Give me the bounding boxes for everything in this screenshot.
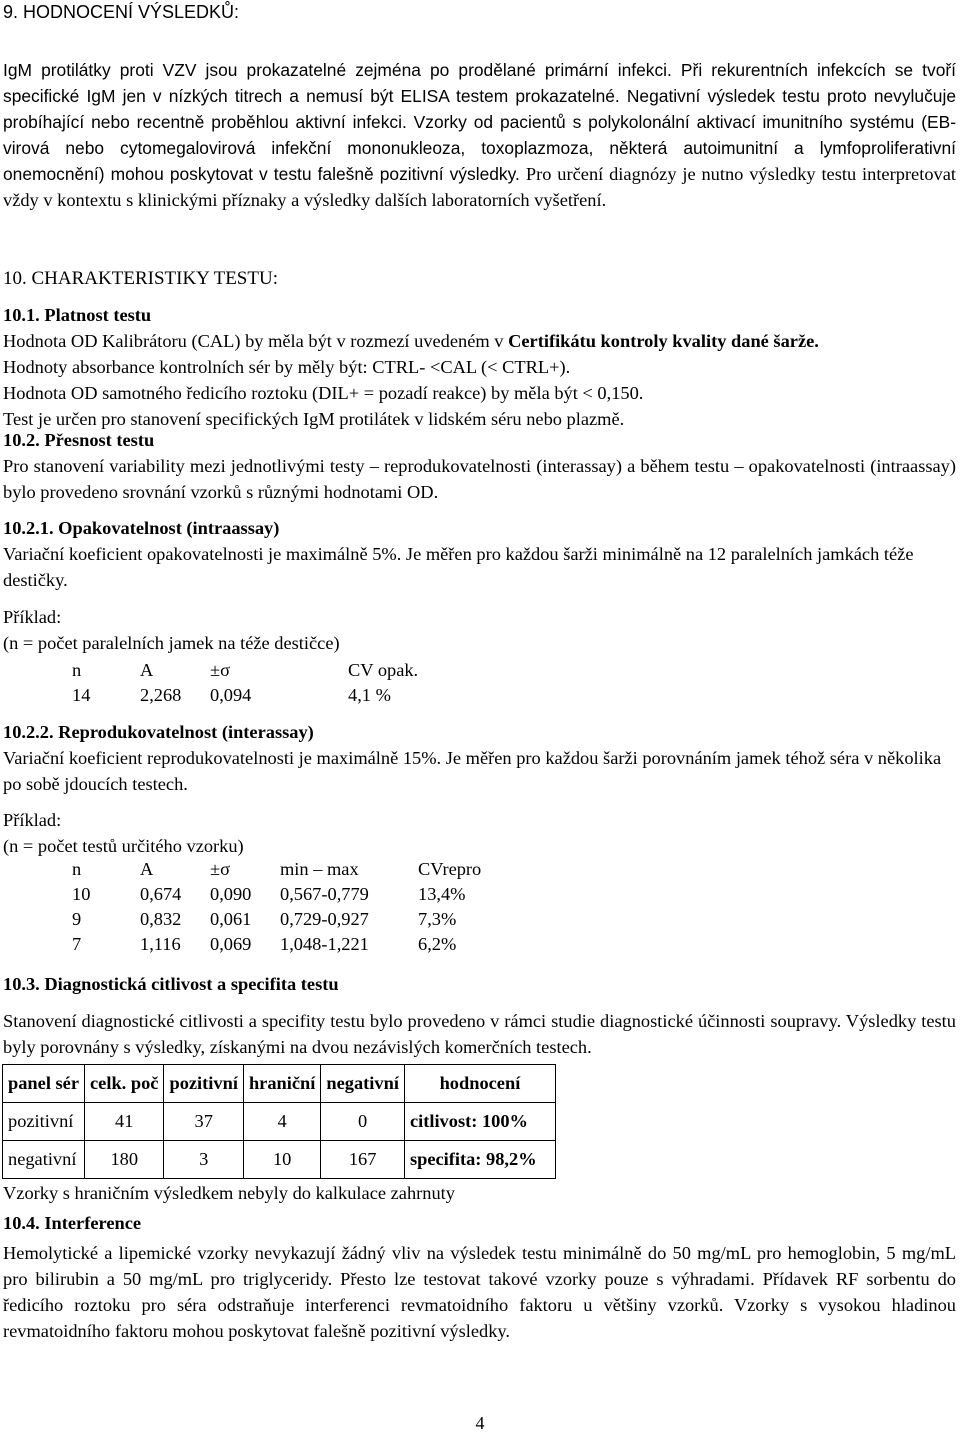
section-10-2-text: Pro stanovení variability mezi jednotlivými testy – reprodukovatelnosti (interassay) a během testu – opakovatelnosti (intraassay) bylo provedeno srovnání vzorků s různými hodnotami OD. (3, 456, 956, 502)
example-1-note: (n = počet paralelních jamek na téže destičce) (3, 633, 340, 653)
section-10-heading: 10. CHARAKTERISTIKY TESTU: (3, 268, 278, 289)
table-cell: 9 (72, 909, 82, 929)
table-cell: negativní (3, 1141, 85, 1179)
table-header-row (3, 1065, 556, 1103)
table-cell: 7,3% (418, 909, 457, 929)
table-cell: 10 (243, 1141, 320, 1179)
test-purpose-line: Test je určen pro stanovení specifických IgM protilátek v lidském séru nebo plazmě. (3, 409, 625, 429)
table-cell: 4,1 % (348, 685, 391, 705)
section-9-paragraph (3, 57, 956, 213)
table-cell: 4 (243, 1103, 320, 1141)
table-cell: 14 (72, 685, 91, 705)
header-cell: A (140, 859, 154, 879)
section-10-2 (3, 427, 956, 505)
table-row (72, 932, 481, 957)
interassay-header-row (72, 857, 481, 882)
section-10-1 (3, 302, 956, 432)
intraassay-header-row (72, 658, 418, 683)
table-cell: 0 (321, 1103, 405, 1141)
table-cell: 7 (72, 934, 82, 954)
section-10-4-text: Hemolytické a lipemické vzorky nevykazují žádný vliv na výsledek testu minimálně do 50 mg/mL pro hemoglobin, 5 mg/mL pro bilirubin a 50 mg/mL pro triglyceridy. Přesto lze testovat takové vzorky pouze s výhradami. Přídavek RF sorbentu do ředicího roztoku pro séra odstraňuje interferenci revmatoidního faktoru u většiny vzorků. Vzorky s vysokou hladinou revmatoidního faktoru mohou poskytovat falešně pozitivní výsledky. (3, 1243, 956, 1341)
header-cell: celk. poč (85, 1065, 164, 1103)
section-10-2-1 (3, 515, 956, 593)
table-cell: 167 (321, 1141, 405, 1179)
header-cell: ±σ (210, 859, 231, 879)
control-absorbance-line: Hodnoty absorbance kontrolních sér by měly být: CTRL- <CAL (< CTRL+). (3, 357, 571, 377)
section-10-2-1-text: Variační koeficient opakovatelnosti je maximálně 5%. Je měřen pro každou šarži minimálně na 12 paralelních jamkách téže destičky. (3, 544, 914, 590)
sensitivity-specificity-table (2, 1064, 556, 1179)
section-10-2-2 (3, 719, 956, 797)
table-cell: 37 (164, 1103, 243, 1141)
header-cell: hodnocení (404, 1065, 555, 1103)
header-cell: hraniční (243, 1065, 320, 1103)
table-cell: 0,729-0,927 (280, 909, 369, 929)
table-cell: 0,674 (140, 884, 182, 904)
table-note: Vzorky s hraničním výsledkem nebyly do kalkulace zahrnuty (3, 1183, 455, 1203)
table-cell: pozitivní (3, 1103, 85, 1141)
section-10-2-2-heading: 10.2.2. Reprodukovatelnost (interassay) (3, 722, 314, 742)
page-number: 4 (475, 1413, 485, 1433)
table-cell: 2,268 (140, 685, 182, 705)
table-cell: 0,832 (140, 909, 182, 929)
table-cell: 1,116 (140, 934, 181, 954)
example-1-label: Příklad: (3, 607, 62, 627)
table-cell: 0,094 (210, 685, 252, 705)
header-cell: A (140, 660, 154, 680)
table-row (3, 1141, 556, 1179)
table-cell: 3 (164, 1141, 243, 1179)
section-10-4 (3, 1210, 956, 1344)
table-row (72, 882, 481, 907)
example-2-note: (n = počet testů určitého vzorku) (3, 836, 244, 856)
header-cell: negativní (321, 1065, 405, 1103)
table-cell: 0,061 (210, 909, 252, 929)
table-cell: citlivost: 100% (404, 1103, 555, 1141)
intraassay-table (72, 658, 418, 708)
section-10-2-2-text: Variační koeficient reprodukovatelnosti je maximálně 15%. Je měřen pro každou šarži porovnáním jamek téhož séra v několika po sobě jdoucích testech. (3, 748, 942, 794)
table-cell: 0,069 (210, 934, 252, 954)
header-cell: CVrepro (418, 859, 482, 879)
section-9-text-tail: Pro určení diagnózy je nutno výsledky testu interpretovat vždy v kontextu s klinickými příznaky a výsledky dalších laboratorních vyšetření. (3, 164, 956, 210)
section-10-2-heading: 10.2. Přesnost testu (3, 430, 155, 450)
section-10-2-1-heading: 10.2.1. Opakovatelnost (intraassay) (3, 518, 280, 538)
header-cell: n (72, 660, 82, 680)
section-10-3-text: Stanovení diagnostické citlivosti a specifity testu bylo provedeno v rámci studie diagnostické účinnosti soupravy. Výsledky testu byly porovnány s výsledky, získanými na dvou nezávislých komerčních testech. (3, 1011, 956, 1057)
header-cell: min – max (280, 859, 359, 879)
table-cell: 6,2% (418, 934, 457, 954)
section-10-3-heading-wrap (3, 971, 956, 997)
table-cell: 41 (85, 1103, 164, 1141)
section-10-1-heading: 10.1. Platnost testu (3, 305, 152, 325)
table-cell: 10 (72, 884, 91, 904)
example-2-label: Příklad: (3, 810, 62, 830)
table-row (3, 1103, 556, 1141)
table-cell: 0,567-0,779 (280, 884, 369, 904)
section-9-heading: 9. HODNOCENÍ VÝSLEDKŮ: (3, 2, 240, 22)
header-cell: CV opak. (348, 660, 419, 680)
section-9-text: IgM protilátky proti VZV jsou prokazatelné zejména po prodělané primární infekci. Při rekurentních infekcích se tvoří specifické IgM jen v nízkých titrech a nemusí být ELISA testem prokazatelné. Negativní výsledek testu proto nevylučuje probíhající nebo recentně proběhlou aktivní infekci. Vzorky od pacientů s polykolonální aktivací imunitního systému (EB-virová nebo cytomegalovirová infekční mononukleoza, toxoplazmoza, některá autoimunitní a lymfoproliferativní onemocnění) mohou poskytovat v testu falešně pozitivní výsledky. (3, 60, 956, 184)
section-10-3-heading: 10.3. Diagnostická citlivost a specifita testu (3, 974, 339, 994)
diluent-od-line: Hodnota OD samotného ředicího roztoku (DIL+ = pozadí reakce) by měla být < 0,150. (3, 383, 644, 403)
table-row (72, 683, 418, 708)
table-cell: 0,090 (210, 884, 252, 904)
table-cell: 180 (85, 1141, 164, 1179)
table-cell: specifita: 98,2% (404, 1141, 555, 1179)
header-cell: ±σ (210, 660, 231, 680)
table-row (72, 907, 481, 932)
interassay-table (72, 857, 481, 957)
header-cell: panel sér (3, 1065, 85, 1103)
header-cell: n (72, 859, 82, 879)
cal-validity-line: Hodnota OD Kalibrátoru (CAL) by měla být v rozmezí uvedeném v Certifikátu kontroly kvality dané šarže. (3, 331, 819, 351)
section-10-4-heading: 10.4. Interference (3, 1213, 142, 1233)
example-1 (3, 604, 956, 656)
example-2 (3, 807, 956, 859)
table-cell: 1,048-1,221 (280, 934, 369, 954)
header-cell: pozitivní (164, 1065, 243, 1103)
table-cell: 13,4% (418, 884, 466, 904)
